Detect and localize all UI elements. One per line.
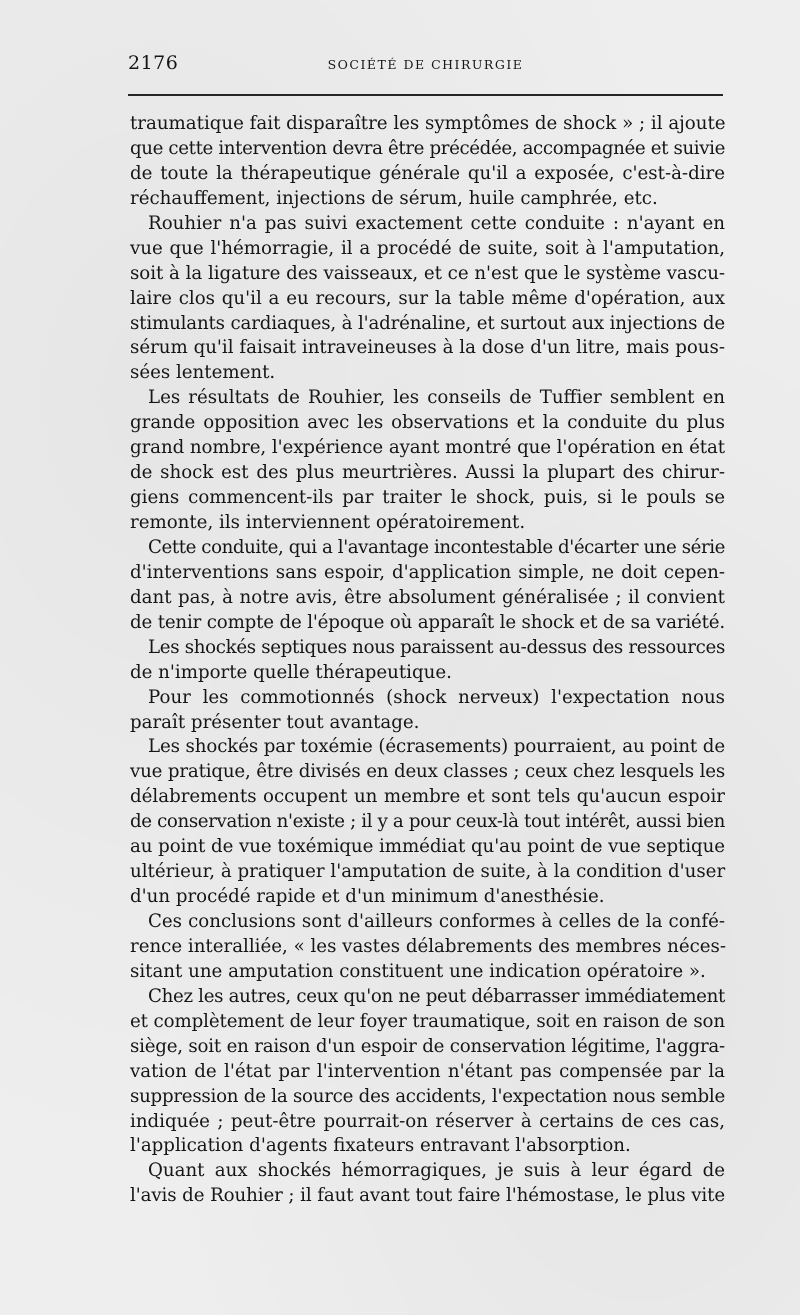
text-line: Cette conduite, qui a l'avantage incontestable d'écarter une série: [148, 536, 726, 558]
text-line: Rouhier n'a pas suivi exactement cette conduite : n'ayant en: [148, 212, 725, 234]
text-line: grand nombre, l'expérience ayant montré que l'opération en état: [130, 437, 726, 459]
text-line: vue pratique, être divisés en deux classes ; ceux chez lesquels les: [130, 761, 725, 783]
text-line: de toute la thérapeutique générale qu'il a exposée, c'est-à-dire: [130, 162, 725, 184]
text-line: sitant une amputation constituent une indication opératoire ».: [130, 960, 706, 982]
text-line: siège, soit en raison d'un espoir de conservation légitime, l'aggra-: [130, 1035, 725, 1057]
text-line: Pour les commotionnés (shock nerveux) l'expectation nous: [148, 686, 725, 708]
text-line: l'application d'agents fixateurs entravant l'absorption.: [130, 1135, 631, 1157]
text-line: Les shockés septiques nous paraissent au-dessus des ressources: [148, 636, 725, 658]
text-line: l'avis de Rouhier ; il faut avant tout faire l'hémostase, le plus vite: [130, 1185, 725, 1207]
text-line: réchauffement, injections de sérum, huile camphrée, etc.: [130, 187, 658, 209]
running-head: [128, 52, 723, 78]
text-line: stimulants cardiaques, à l'adrénaline, et surtout aux injections de: [130, 312, 725, 334]
text-line: paraît présenter tout avantage.: [130, 711, 420, 733]
text-line: que cette intervention devra être précédée, accompagnée et suivie: [130, 137, 726, 159]
text-line: dant pas, à notre avis, être absolument généralisée ; il convient: [130, 586, 725, 608]
text-line: Les shockés par toxémie (écrasements) pourraient, au point de: [148, 736, 726, 758]
text-line: grande opposition avec les observations et la conduite du plus: [130, 412, 725, 434]
text-line: sérum qu'il faisait intraveineuses à la dose d'un litre, mais pous-: [130, 337, 725, 359]
text-line: et complètement de leur foyer traumatique, soit en raison de son: [130, 1010, 725, 1032]
text-line: suppression de la source des accidents, l'expectation nous semble: [130, 1085, 725, 1107]
text-line: de conservation n'existe ; il y a pour ceux-là tout intérêt, aussi bien: [130, 811, 725, 833]
text-line: vue que l'hémorragie, il a procédé de suite, soit à l'amputation,: [130, 237, 725, 259]
text-line: remonte, ils interviennent opératoirement.: [130, 512, 526, 533]
text-line: de shock est des plus meurtrières. Aussi la plupart des chirur-: [130, 462, 725, 484]
text-line: laire clos qu'il a eu recours, sur la table même d'opération, aux: [130, 287, 725, 309]
page-number: 2176: [128, 52, 179, 74]
body-text: [130, 112, 725, 1209]
text-line: Ces conclusions sont d'ailleurs conformes à celles de la confé-: [148, 911, 725, 932]
text-line: traumatique fait disparaître les symptômes de shock » ; il ajoute: [130, 113, 726, 134]
text-line: de tenir compte de l'époque où apparaît le shock et de sa variété.: [130, 611, 725, 633]
text-line: soit à la ligature des vaisseaux, et ce n'est que le système vascu-: [130, 262, 726, 284]
text-line: d'un procédé rapide et d'un minimum d'anesthésie.: [130, 886, 605, 908]
text-line: giens commencent-ils par traiter le shock, puis, si le pouls se: [130, 487, 725, 509]
text-line: rence interalliée, « les vastes délabrements des membres néces-: [130, 935, 727, 957]
journal-title: SOCIÉTÉ DE CHIRURGIE: [327, 57, 524, 72]
text-line: Chez les autres, ceux qu'on ne peut débarrasser immédiatement: [148, 985, 725, 1007]
text-line: Les résultats de Rouhier, les conseils de Tuffier semblent en: [148, 387, 725, 409]
text-line: vation de l'état par l'intervention n'étant pas compensée par la: [130, 1060, 725, 1082]
text-line: au point de vue toxémique immédiat qu'au point de vue septique: [130, 836, 725, 858]
text-line: Quant aux shockés hémorragiques, je suis à leur égard de: [148, 1160, 725, 1182]
text-line: ultérieur, à pratiquer l'amputation de suite, à la condition d'user: [130, 861, 726, 883]
text-line: de n'importe quelle thérapeutique.: [130, 661, 452, 683]
text-line: indiquée ; peut-être pourrait-on réserver à certains de ces cas,: [130, 1110, 725, 1132]
text-line: d'interventions sans espoir, d'application simple, ne doit cepen-: [130, 561, 725, 583]
text-line: délabrements occupent un membre et sont tels qu'aucun espoir: [130, 786, 725, 808]
text-line: sées lentement.: [130, 362, 276, 384]
header-rule: [128, 94, 723, 96]
